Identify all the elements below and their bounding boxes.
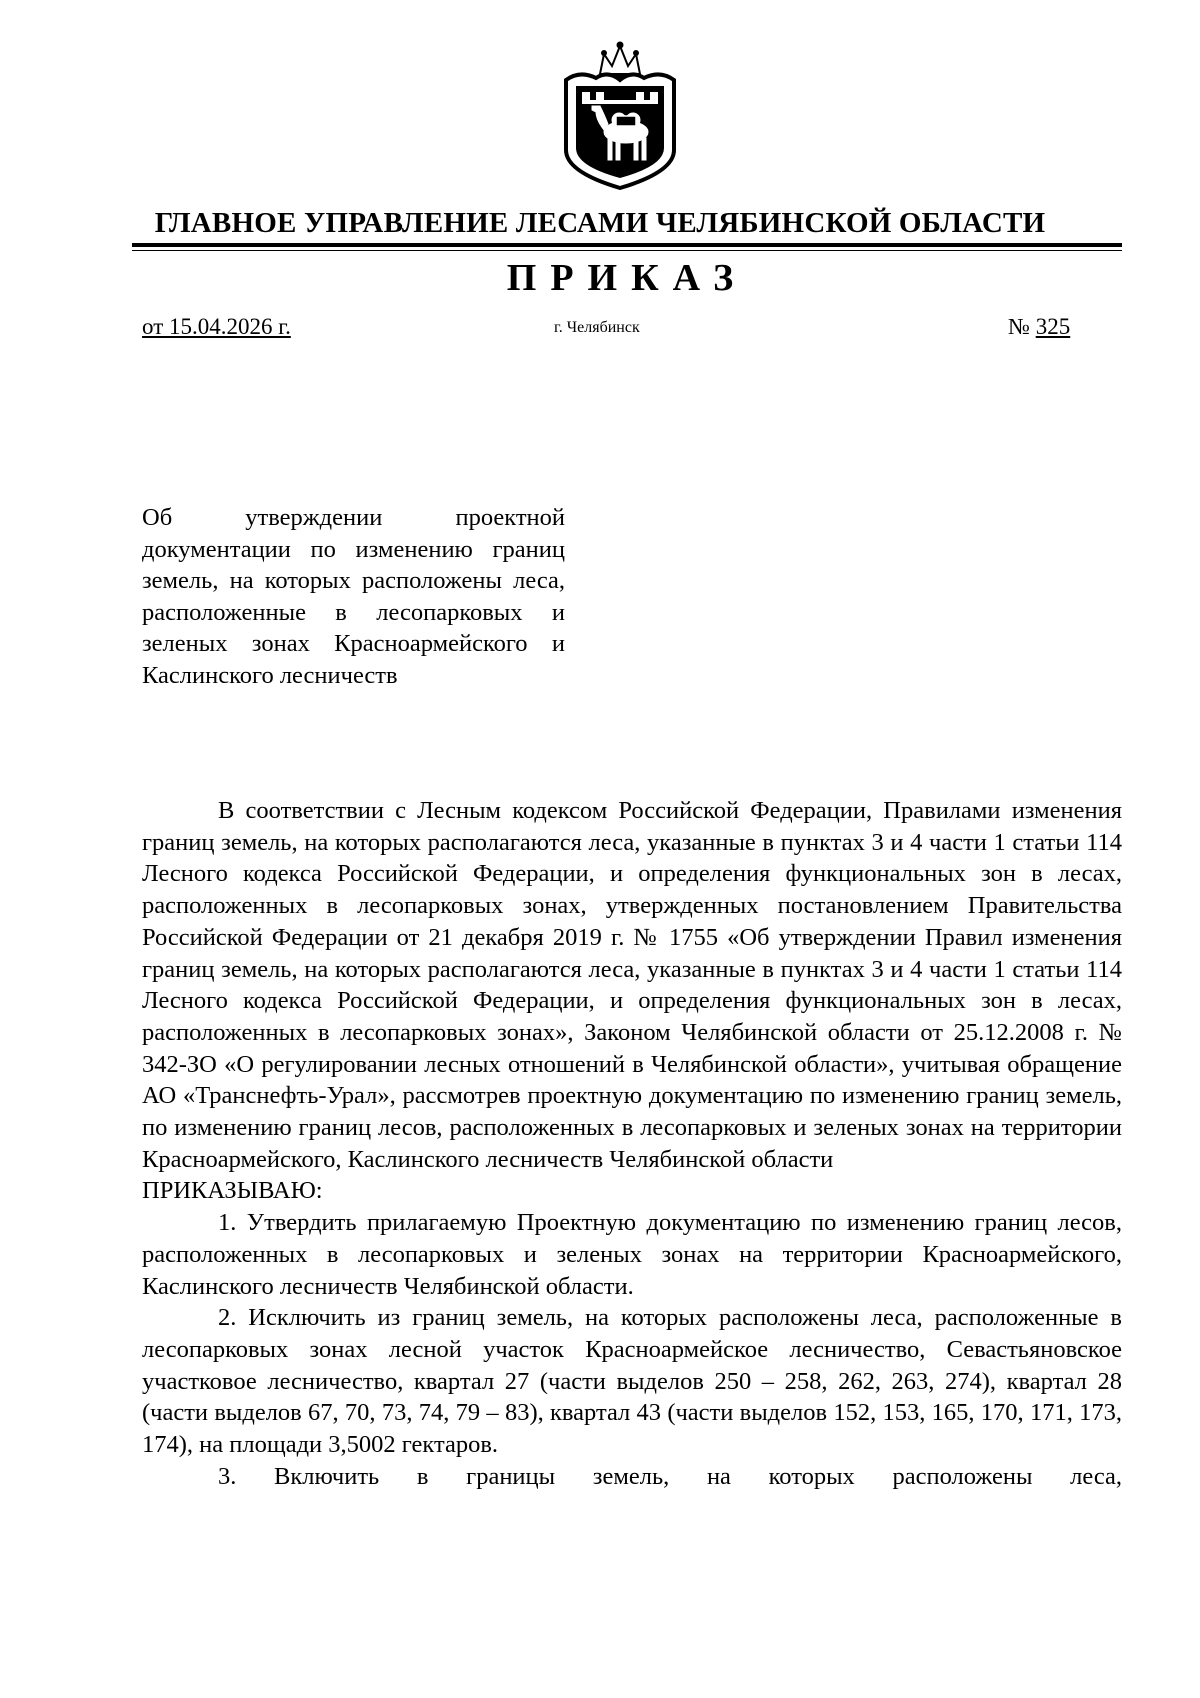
- order-number-prefix: №: [1008, 314, 1030, 339]
- preamble-paragraph: В соответствии с Лесным кодексом Российской Федерации, Правилами изменения границ земель, на которых располагаются леса, указанные в пунктах 3 и 4 части 1 статьи 114 Лесного кодекса Российской Федерации, и определения функциональных зон в лесах, расположенных в лесопарковых зонах, утвержденных постановлением Правительства Российской Федерации от 21 декабря 2019 г. № 1755 «Об утверждении Правил изменения границ земель, на которых располагаются леса, указанные в пунктах 3 и 4 части 1 статьи 114 Лесного кодекса Российской Федерации, и определения функциональных зон в лесах, расположенных в лесопарковых зонах», Законом Челябинской области от 25.12.2008 г. № 342-ЗО «О регулировании лесных отношений в Челябинской области», учитывая обращение АО «Транснефть-Урал», рассмотрев проектную документацию по изменению границ земель, по изменению границ лесов, расположенных в лесопарковых и зеленых зонах на территории Красноармейского, Каслинского лесничеств Челябинской области: [142, 797, 1122, 1173]
- order-item-1: 1. Утвердить прилагаемую Проектную документацию по изменению границ лесов, расположенных в лесопарковых и зеленых зонах на территории Красноармейского, Каслинского лесничеств Челябинской области.: [142, 1209, 1122, 1300]
- order-date: от 15.04.2026 г.: [142, 314, 291, 339]
- header-divider-thin: [132, 250, 1122, 251]
- header-divider-thick: [132, 243, 1122, 247]
- chelyabinsk-coat-of-arms-icon: [556, 40, 684, 190]
- order-item-2: 2. Исключить из границ земель, на которых расположены леса, расположенные в лесопарковых зонах лесной участок Красноармейское лесничество, Севастьяновское участковое лесничество, квартал 27 (части выделов 250 – 258, 262, 263, 274), квартал 28 (части выделов 67, 70, 73, 74, 79 – 83), квартал 43 (части выделов 152, 153, 165, 170, 171, 173, 174), на площади 3,5002 гектаров.: [142, 1304, 1122, 1459]
- order-word: ПРИКАЗЫВАЮ:: [142, 1177, 323, 1205]
- order-body: [142, 795, 1122, 1492]
- order-item-3: 3. Включить в границы земель, на которых расположены леса,: [218, 1462, 1122, 1490]
- organization-title: ГЛАВНОЕ УПРАВЛЕНИЕ ЛЕСАМИ ЧЕЛЯБИНСКОЙ ОБЛАСТИ: [154, 207, 1046, 239]
- order-subject: Об утверждении проектной документации по изменению границ земель, на которых расположены леса, расположенные в лесопарковых и зеленых зонах Красноармейского и Каслинского лесничеств: [142, 504, 565, 689]
- order-number: [1008, 313, 1070, 341]
- order-city: г. Челябинск: [554, 319, 640, 336]
- document-type-heading: ПРИКАЗ: [506, 257, 748, 299]
- order-number-value: 325: [1035, 314, 1071, 339]
